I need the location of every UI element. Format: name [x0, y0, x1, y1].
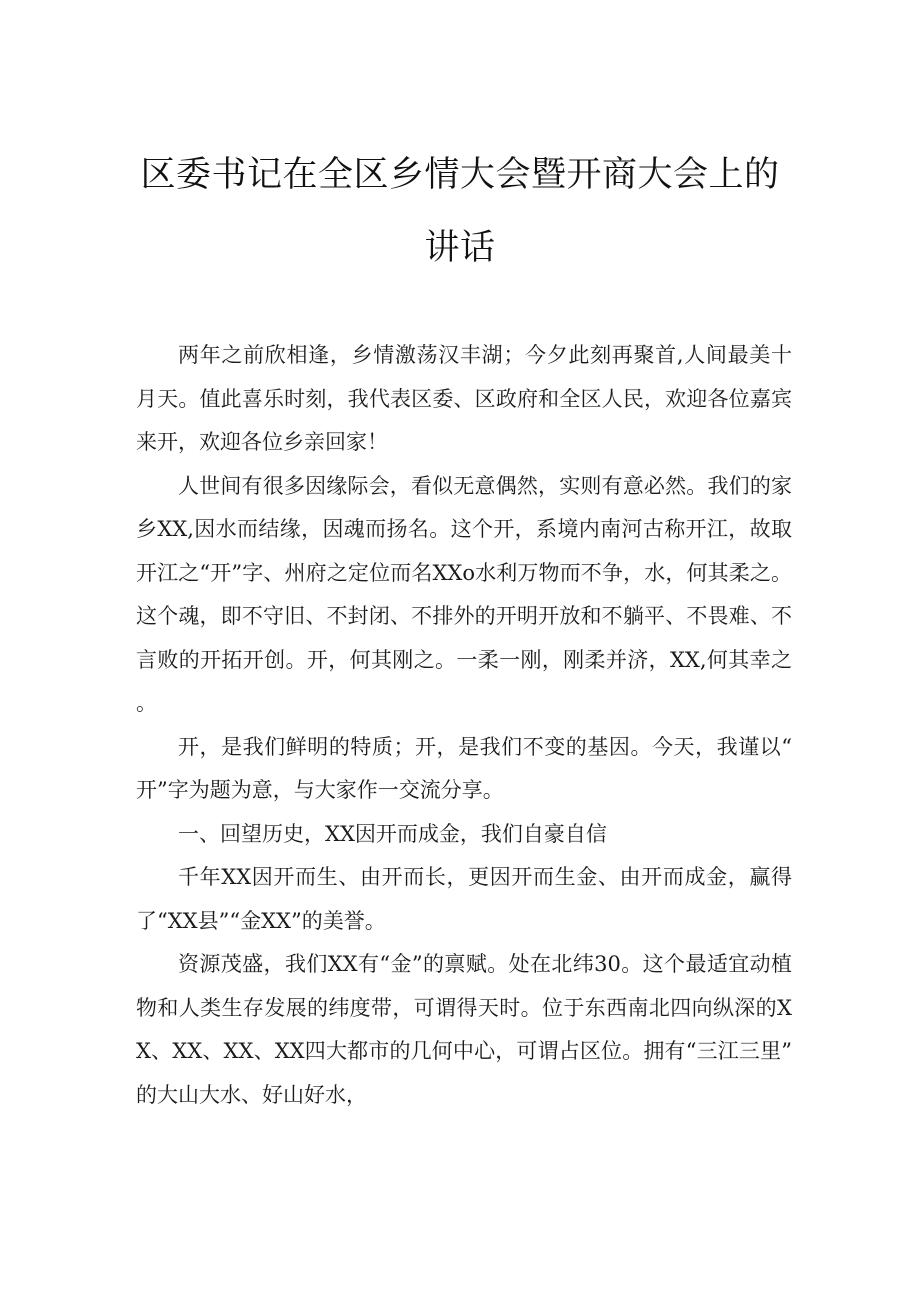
paragraph-origin: 人世间有很多因缘际会，看似无意偶然，实则有意必然。我们的家乡XX,因水而结缘，因魂而扬名。这个开，系境内南河古称开江，故取开江之“开”字、州府之定位而名XXo水利万物而不争，水，何其柔之。这个魂，即不守旧、不封闭、不排外的开明开放和不躺平、不畏难、不言败的开拓开创。开，何其刚之。一柔一刚，刚柔并济，XX,何其幸之。: [136, 473, 792, 715]
paragraph-history: 千年XX因开而生、由开而长，更因开而生金、由开而成金，赢得了“XX县”“金XX”的美誉。: [136, 865, 792, 933]
document-body: [136, 334, 792, 1117]
paragraph-greeting: 两年之前欣相逢，乡情激荡汉丰湖；今夕此刻再聚首,人间最美十月天。值此喜乐时刻，我代表区委、区政府和全区人民，欢迎各位嘉宾来开，欢迎各位乡亲回家！: [136, 343, 792, 454]
document-title-line-1: 区委书记在全区乡情大会暨开商大会上的: [140, 155, 780, 195]
document-title-line-2: 讲话: [424, 228, 496, 268]
paragraph-resources: 资源茂盛，我们XX有“金”的禀赋。处在北纬30。这个最适宜动植物和人类生存发展的纬度带，可谓得天时。位于东西南北四向纵深的XX、XX、XX、XX四大都市的几何中心，可谓占区位。拥有“三江三里”的大山大水、好山好水，: [136, 952, 792, 1107]
paragraph-theme: 开，是我们鲜明的特质；开，是我们不变的基因。今天，我谨以“开”字为题为意，与大家作一交流分享。: [136, 734, 792, 802]
section-heading: 一、回望历史，XX因开而成金，我们自豪自信: [178, 821, 607, 846]
